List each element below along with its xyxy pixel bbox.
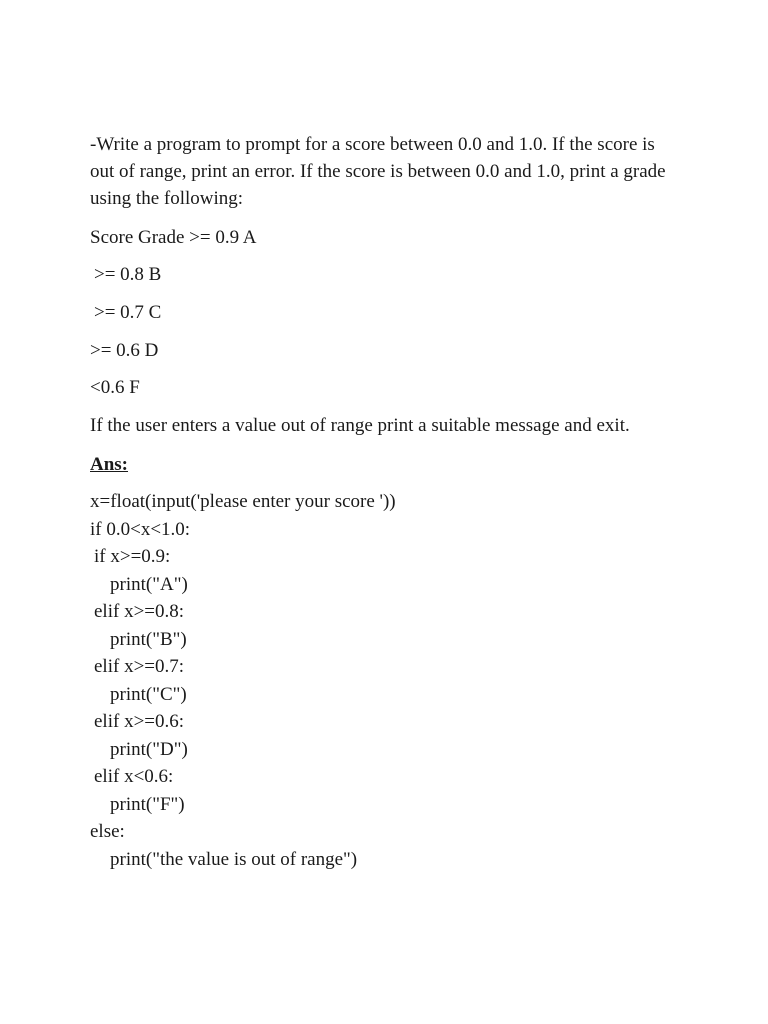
code-line: print("C") xyxy=(110,683,187,705)
code-line: print("the value is out of range") xyxy=(110,848,358,870)
code-line: if 0.0<x<1.0: xyxy=(90,518,191,540)
code-line: print("A") xyxy=(110,573,188,595)
code-line: elif x<0.6: xyxy=(94,766,174,787)
question-outro: If the user enters a value out of range print a suitable message and exit. xyxy=(90,415,630,436)
code-line: elif x>=0.8: xyxy=(94,601,185,622)
grade-table xyxy=(90,226,680,400)
code-line: if x>=0.9: xyxy=(94,546,171,567)
grade-line: >= 0.6 D xyxy=(90,340,159,361)
code-line: elif x>=0.7: xyxy=(94,656,185,677)
document-page xyxy=(90,131,680,873)
grade-line: <0.6 F xyxy=(90,377,140,398)
code-line: elif x>=0.6: xyxy=(94,711,185,732)
code-line: print("B") xyxy=(110,628,187,650)
grade-line: Score Grade >= 0.9 A xyxy=(90,227,257,248)
code-block xyxy=(90,488,680,873)
code-line: x=float(input('please enter your score ')) xyxy=(90,491,396,512)
grade-line: >= 0.7 C xyxy=(94,302,162,323)
code-line: print("D") xyxy=(110,738,188,760)
code-line: print("F") xyxy=(110,793,185,815)
code-line: else: xyxy=(90,821,125,842)
answer-heading: Ans: xyxy=(90,454,129,475)
grade-line: >= 0.8 B xyxy=(94,264,162,285)
question-intro: -Write a program to prompt for a score between 0.0 and 1.0. If the score is out of range, print an error. If the score is between 0.0 and 1.0, print a grade using the following: xyxy=(90,134,666,209)
